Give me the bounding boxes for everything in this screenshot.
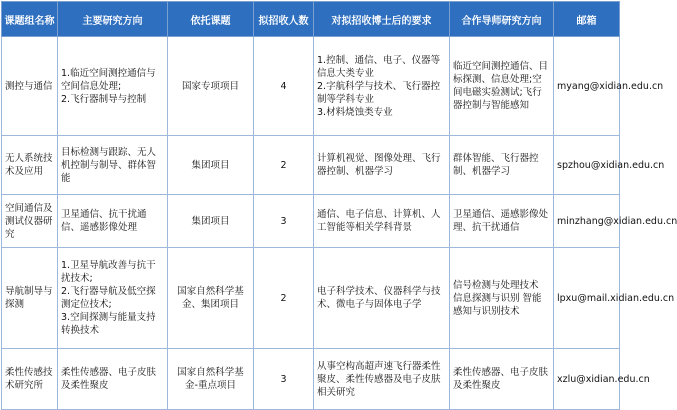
requirements bbox=[314, 195, 450, 248]
requirement-line: 通信、电子信息、计算机、人工智能等相关学科背景 bbox=[317, 209, 441, 233]
research-direction bbox=[58, 195, 168, 248]
direction-line: 3.空间探测与能量支持转换技术 bbox=[61, 312, 156, 336]
count: 2 bbox=[254, 248, 314, 349]
requirement-line: 从事空构高超声速飞行器柔性聚皮、柔性传感器及电子皮肤相关研究 bbox=[317, 360, 441, 398]
table-row bbox=[2, 248, 620, 349]
direction-line: 柔性传感器、电子皮肤及柔性聚皮 bbox=[61, 367, 157, 391]
advisor-direction: 柔性传感器、电子皮肤及柔性聚皮 bbox=[450, 349, 554, 410]
advisor-direction: 群体智能、飞行器控制、机器学习 bbox=[450, 136, 554, 195]
header-email: 邮箱 bbox=[554, 2, 620, 37]
header-advisor-direction: 合作导师研究方向 bbox=[450, 2, 554, 37]
project: 国家自然科学基金、集团项目 bbox=[168, 248, 254, 349]
count: 2 bbox=[254, 136, 314, 195]
research-direction bbox=[58, 349, 168, 410]
email: spzhou@xidian.edu.cn bbox=[554, 136, 620, 195]
requirements bbox=[314, 349, 450, 410]
email: lpxu@mail.xidian.edu.cn bbox=[554, 248, 620, 349]
requirement-line: 3.材料烧蚀类专业 bbox=[317, 106, 393, 118]
requirement-line: 2.字航科学与技术、飞行器控制等学科专业 bbox=[317, 80, 441, 105]
requirement-line: 计算机视觉、图像处理、飞行器控制、机器学习 bbox=[317, 153, 441, 177]
research-direction bbox=[58, 248, 168, 349]
count: 3 bbox=[254, 349, 314, 410]
direction-line: 2.飞行器导航及低空探测定位技术; bbox=[61, 286, 156, 310]
count: 4 bbox=[254, 37, 314, 136]
project: 国家专项项目 bbox=[168, 37, 254, 136]
requirement-line: 电子科学技术、仪器科学与技术、微电子与固体电子学 bbox=[317, 286, 441, 310]
project: 国家自然科学基金-重点项目 bbox=[168, 349, 254, 410]
direction-line: 1.卫星导航改善与抗干扰技术; bbox=[61, 260, 156, 284]
header-project: 依托课题 bbox=[168, 2, 254, 37]
project: 集团项目 bbox=[168, 136, 254, 195]
recruitment-table bbox=[1, 1, 677, 410]
group-name: 空间通信及测试仪器研究 bbox=[2, 195, 58, 248]
research-direction bbox=[58, 37, 168, 136]
advisor-direction: 临近空间测控通信、目标探测、信息处理;空间电磁实验测试;飞行器控制与智能感知 bbox=[450, 37, 554, 136]
direction-line: 2.飞行器制导与控制 bbox=[61, 93, 147, 105]
requirements bbox=[314, 248, 450, 349]
email: minzhang@xidian.edu.cn bbox=[554, 195, 620, 248]
header-group-name: 课题组名称 bbox=[2, 2, 58, 37]
header-count: 拟招收人数 bbox=[254, 2, 314, 37]
direction-line: 卫星通信、抗干扰通信、遥感影像处理 bbox=[61, 209, 147, 233]
count: 3 bbox=[254, 195, 314, 248]
research-direction bbox=[58, 136, 168, 195]
advisor-direction: 信号检测与处理技术 信息探测与识别 智能感知与识别技术 bbox=[450, 248, 554, 349]
direction-line: 目标检测与跟踪、无人机控制与制导、群体智能 bbox=[61, 146, 157, 184]
email: myang@xidian.edu.cn bbox=[554, 37, 620, 136]
group-name: 导航制导与探测 bbox=[2, 248, 58, 349]
project: 集团项目 bbox=[168, 195, 254, 248]
header-requirements: 对拟招收博士后的要求 bbox=[314, 2, 450, 37]
table-row bbox=[2, 136, 620, 195]
requirement-line: 1.控制、通信、电子、仪器等信息大类专业 bbox=[317, 54, 441, 79]
table-row bbox=[2, 195, 620, 248]
advisor-direction: 卫星通信、遥感影像处理、抗干扰通信 bbox=[450, 195, 554, 248]
table-row bbox=[2, 349, 620, 410]
direction-line: 1.临近空间测控通信与空间信息处理; bbox=[61, 67, 156, 92]
header-research-direction: 主要研究方向 bbox=[58, 2, 168, 37]
requirements bbox=[314, 136, 450, 195]
table-row bbox=[2, 37, 620, 136]
group-name: 测控与通信 bbox=[2, 37, 58, 136]
requirements bbox=[314, 37, 450, 136]
header-row bbox=[2, 2, 620, 37]
group-name: 无人系统技术及应用 bbox=[2, 136, 58, 195]
email: xzlu@xidian.edu.cn bbox=[554, 349, 620, 410]
group-name: 柔性传感技术研究所 bbox=[2, 349, 58, 410]
